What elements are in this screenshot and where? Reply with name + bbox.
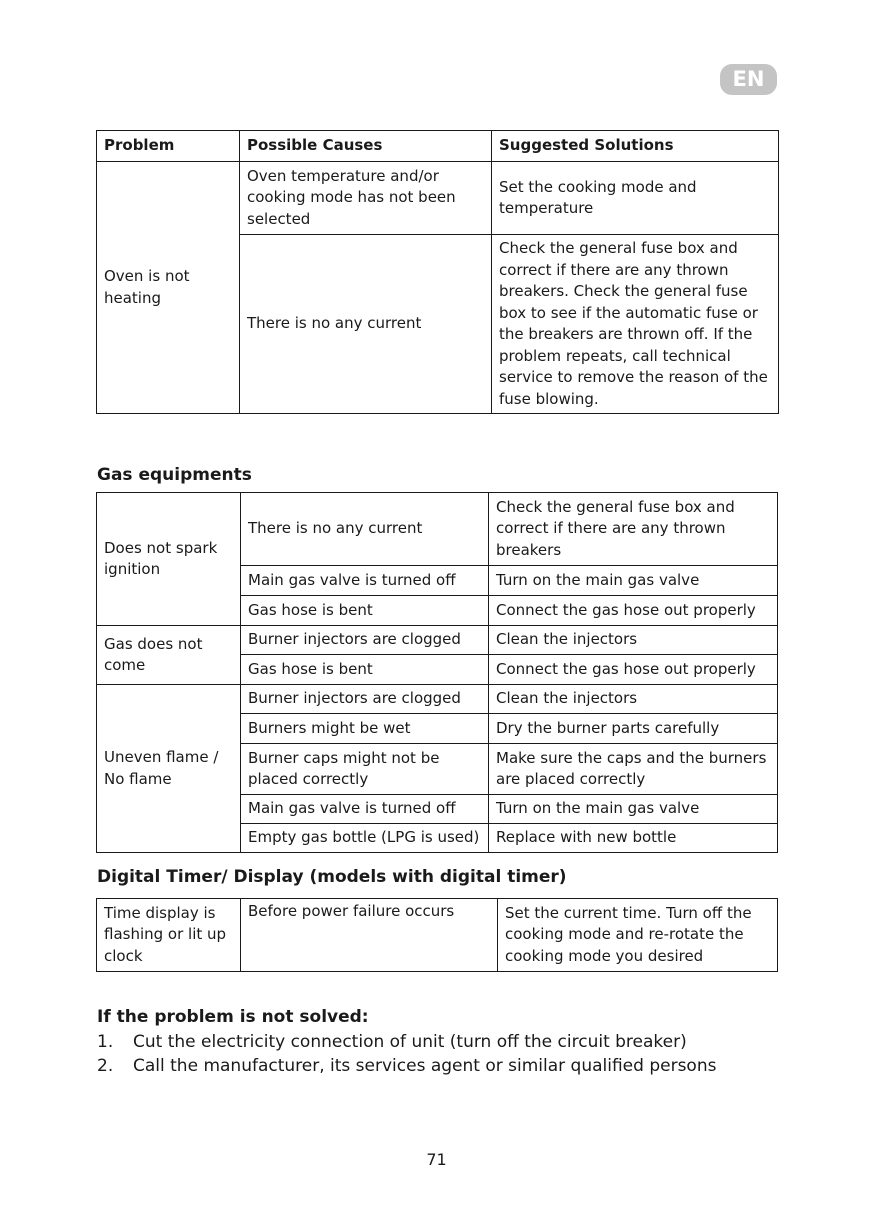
table-row bbox=[97, 899, 778, 972]
solution-cell: Check the general fuse box and correct if there are any thrown breakers. Check the general fuse box to see if the automatic fuse or the breakers are thrown off. If the problem repeats, call technical service to remove the reason of the fuse blowing. bbox=[492, 235, 779, 414]
solution-cell: Dry the burner parts carefully bbox=[489, 714, 778, 744]
cause-cell: Gas hose is bent bbox=[241, 655, 489, 685]
solution-cell: Turn on the main gas valve bbox=[489, 566, 778, 596]
table-row bbox=[97, 626, 778, 655]
step-number: 1. bbox=[97, 1032, 114, 1052]
not-solved-title: If the problem is not solved: bbox=[97, 1007, 369, 1027]
table-header-row bbox=[97, 131, 779, 162]
cause-cell: Burner injectors are clogged bbox=[241, 685, 489, 714]
problem-cell: Does not spark ignition bbox=[97, 493, 241, 626]
solution-cell: Turn on the main gas valve bbox=[489, 795, 778, 824]
cause-cell: Burner caps might not be placed correctly bbox=[241, 744, 489, 795]
timer-troubleshooting-table bbox=[96, 898, 778, 972]
oven-troubleshooting-table bbox=[96, 130, 779, 414]
problem-cell: Time display is flashing or lit up clock bbox=[97, 899, 241, 972]
gas-troubleshooting-table bbox=[96, 492, 778, 853]
solution-cell: Check the general fuse box and correct if there are any thrown breakers bbox=[489, 493, 778, 566]
list-item bbox=[97, 1054, 716, 1078]
solution-cell: Set the cooking mode and temperature bbox=[492, 162, 779, 235]
cause-cell: Burner injectors are clogged bbox=[241, 626, 489, 655]
language-badge: EN bbox=[720, 64, 777, 95]
page-number: 71 bbox=[426, 1150, 447, 1169]
header-problem: Problem bbox=[97, 131, 240, 162]
solution-cell: Replace with new bottle bbox=[489, 824, 778, 853]
gas-section-title: Gas equipments bbox=[97, 465, 252, 485]
header-solutions: Suggested Solutions bbox=[492, 131, 779, 162]
problem-cell: Gas does not come bbox=[97, 626, 241, 685]
cause-cell: Main gas valve is turned off bbox=[241, 795, 489, 824]
header-causes: Possible Causes bbox=[240, 131, 492, 162]
solution-cell: Connect the gas hose out properly bbox=[489, 655, 778, 685]
problem-cell: Uneven flame / No flame bbox=[97, 685, 241, 853]
solution-cell: Clean the injectors bbox=[489, 626, 778, 655]
table-row bbox=[97, 685, 778, 714]
solution-cell: Set the current time. Turn off the cooking mode and re-rotate the cooking mode you desired bbox=[498, 899, 778, 972]
step-text: Call the manufacturer, its services agent or similar qualified persons bbox=[133, 1056, 717, 1076]
cause-cell: Before power failure occurs bbox=[241, 899, 498, 972]
cause-cell: Gas hose is bent bbox=[241, 596, 489, 626]
table-row bbox=[97, 493, 778, 566]
cause-cell: Empty gas bottle (LPG is used) bbox=[241, 824, 489, 853]
cause-cell: There is no any current bbox=[240, 235, 492, 414]
timer-section-title: Digital Timer/ Display (models with digital timer) bbox=[97, 867, 567, 887]
table-row bbox=[97, 162, 779, 235]
solution-cell: Clean the injectors bbox=[489, 685, 778, 714]
cause-cell: Oven temperature and/or cooking mode has not been selected bbox=[240, 162, 492, 235]
cause-cell: Burners might be wet bbox=[241, 714, 489, 744]
step-text: Cut the electricity connection of unit (turn off the circuit breaker) bbox=[133, 1032, 687, 1052]
cause-cell: Main gas valve is turned off bbox=[241, 566, 489, 596]
problem-cell: Oven is not heating bbox=[97, 162, 240, 414]
step-number: 2. bbox=[97, 1056, 114, 1076]
solution-cell: Make sure the caps and the burners are placed correctly bbox=[489, 744, 778, 795]
cause-cell: There is no any current bbox=[241, 493, 489, 566]
list-item bbox=[97, 1030, 716, 1054]
solution-cell: Connect the gas hose out properly bbox=[489, 596, 778, 626]
not-solved-steps bbox=[97, 1030, 716, 1078]
